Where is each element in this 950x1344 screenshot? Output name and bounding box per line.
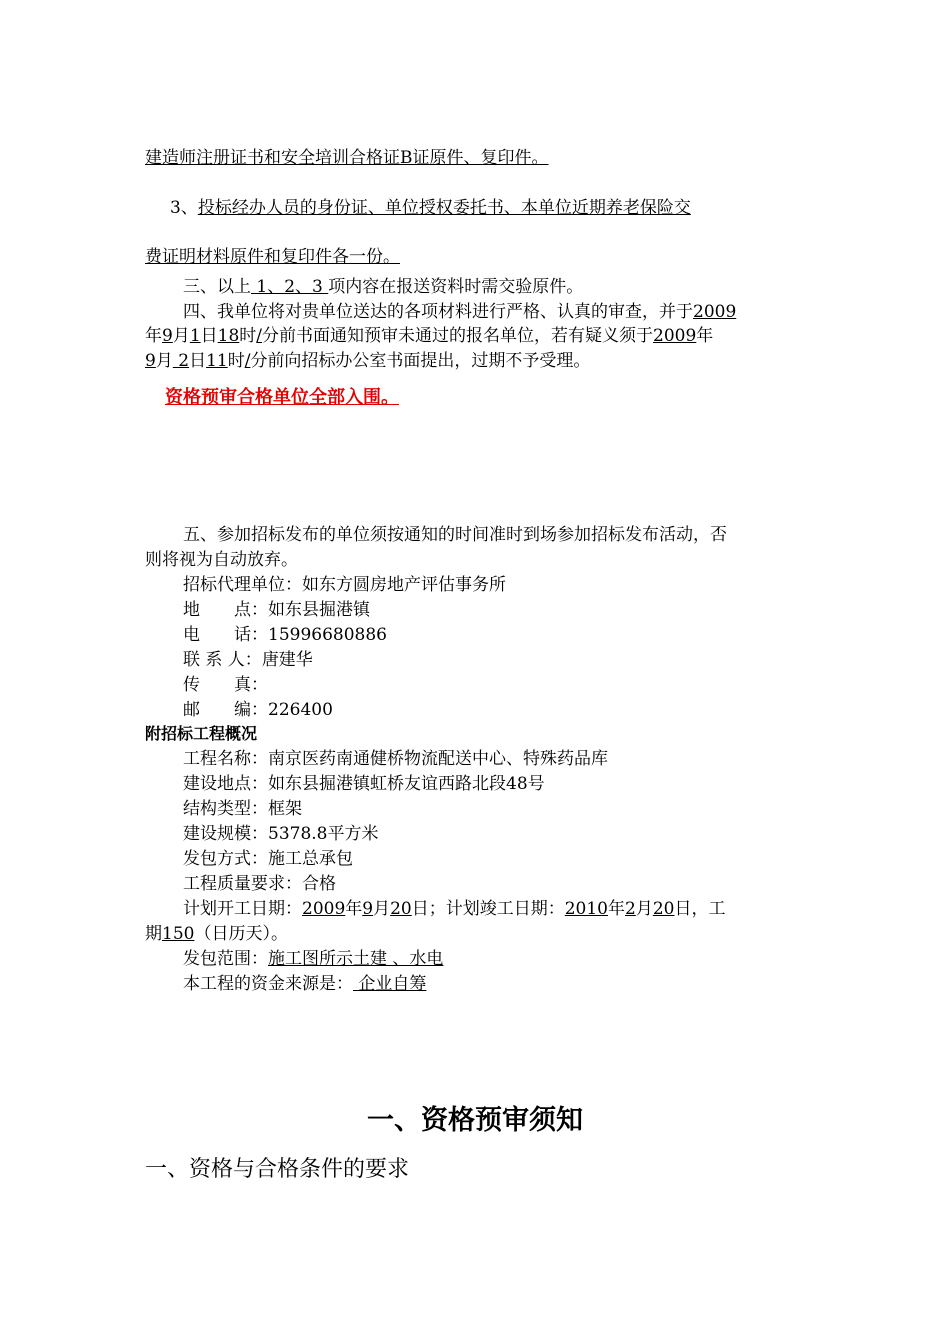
quality-row [183,872,336,896]
p4-shi2: 时 [227,351,245,371]
address-label: 地 点： [183,600,268,620]
paragraph-4-line3 [145,349,590,373]
p4-text-a: 四、我单位将对贵单位送达的各项材料进行严格、认真的审查，并于 [183,302,693,322]
p4-day1: 1 [189,326,201,346]
fax-label: 传 真： [183,675,268,695]
p4-slash1: / [256,326,263,346]
address-row [183,598,370,622]
scale-row [183,822,378,846]
item-number: 3、 [170,198,198,218]
end-month: 2 [625,899,636,919]
schedule-tail: 日，工 [674,899,726,919]
contract-row [183,847,353,871]
yue-2: 月 [635,899,653,919]
start-month: 9 [362,899,374,919]
schedule-label: 计划开工日期： [183,899,302,919]
start-year: 2009 [302,899,346,919]
scale-value: 5378.8平方米 [268,824,379,844]
zip-label: 邮 编： [183,700,268,720]
subsection-heading: 一、资格与合格条件的要求 [145,1157,410,1182]
paragraph-5-line1 [183,523,727,547]
project-name-label: 工程名称： [183,749,268,769]
address-value: 如东县掘港镇 [268,600,370,620]
paragraph-4-line2 [145,324,713,348]
section-heading: 一、资格预审须知 [367,1105,583,1136]
tel-value: 15996680886 [268,625,387,645]
scope-label: 发包范围： [183,949,268,969]
site-value: 如东县掘港镇虹桥友谊西路北段48号 [268,774,545,794]
project-name-value: 南京医药南通健桥物流配送中心、特殊药品库 [268,749,608,769]
p4-year2: 2009 [653,326,697,346]
appendix-title: 附招标工程概况 [145,724,258,743]
start-day: 20 [390,899,412,919]
p4-ri2: 日 [189,351,207,371]
schedule-row [183,897,725,921]
paragraph-3 [183,275,583,299]
tel-row [183,623,387,647]
p4-hour1: 18 [217,326,240,346]
period-row [145,922,288,946]
schedule-mid: 日；计划竣工日期： [411,899,565,919]
yue-1: 月 [373,899,391,919]
paragraph-item-3-line2 [145,245,400,269]
p4-text-b: 分前书面通知预审未通过的报名单位，若有疑义须于 [262,326,654,346]
structure-label: 结构类型： [183,799,268,819]
fund-value: 企业自筹 [353,974,427,994]
p4-yue2: 月 [155,351,173,371]
red-notice-text: 资格预审合格单位全部入围。 [165,387,399,408]
fax-row [183,673,268,697]
p3-items: 1、2、3 [251,277,329,297]
fund-label: 本工程的资金来源是： [183,974,353,994]
fund-row [183,972,426,996]
p3-text-a: 三、以上 [183,277,251,297]
p4-month1: 9 [162,326,173,346]
end-year: 2010 [564,899,608,919]
period-suffix: （日历天）。 [194,924,288,944]
p3-text-c: 项内容在报送资料时需交验原件。 [328,277,584,297]
p4-text-c: 分前向招标办公室书面提出，过期不予受理。 [250,351,591,371]
nian-2: 年 [608,899,625,919]
p4-day2: 2 [172,351,190,371]
p5-text-b: 则将视为自动放弃。 [145,550,298,570]
structure-row [183,797,302,821]
p4-year1: 2009 [693,302,737,322]
contract-value: 施工总承包 [268,849,353,869]
p4-yue1: 月 [172,326,190,346]
p4-ri1: 日 [200,326,218,346]
zip-row [183,698,333,722]
p4-month2: 9 [145,351,156,371]
paragraph-4-line1 [183,300,736,324]
p4-shi1: 时 [239,326,257,346]
paragraph-certificates [145,146,567,170]
p4-nian2: 年 [696,326,714,346]
scope-value: 施工图所示土建 、水电 [268,949,444,969]
p4-slash2: / [244,351,251,371]
paragraph-5-line2 [145,548,298,572]
site-label: 建设地点： [183,774,268,794]
tel-label: 电 话： [183,625,268,645]
p5-text-a: 五、参加招标发布的单位须按通知的时间准时到场参加招标发布活动，否 [183,525,727,545]
red-notice [145,386,405,410]
nian-1: 年 [345,899,363,919]
contact-row [183,648,313,672]
site-row [183,772,545,796]
p4-hour2: 11 [206,351,228,371]
zip-value: 226400 [268,700,333,720]
agent-row [183,573,506,597]
quality-label: 工程质量要求： [183,874,302,894]
end-day: 20 [652,899,675,919]
contract-label: 发包方式： [183,849,268,869]
p4-nian1: 年 [145,326,162,346]
contact-label: 联 系 人： [183,650,262,670]
quality-value: 合格 [302,874,336,894]
certificates-text: 建造师注册证书和安全培训合格证B证原件、复印件。 [145,148,549,168]
contact-value: 唐建华 [261,650,313,670]
project-name-row [183,747,608,771]
scale-label: 建设规模： [183,824,268,844]
period-prefix: 期 [145,924,162,944]
item-3-text-b: 费证明材料原件和复印件各一份。 [145,247,400,267]
agent-label: 招标代理单位： [183,575,302,595]
period-value: 150 [162,924,195,944]
item-3-text-a: 投标经办人员的身份证、单位授权委托书、本单位近期养老保险交 [197,198,691,218]
scope-row [183,947,443,971]
paragraph-item-3-line1 [170,196,691,220]
structure-value: 框架 [268,799,302,819]
agent-value: 如东方圆房地产评估事务所 [302,575,506,595]
